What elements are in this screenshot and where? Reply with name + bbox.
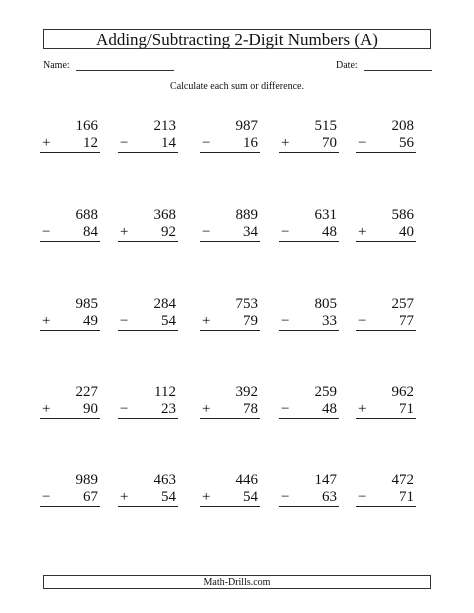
problem [200,384,260,419]
problem-operator: − [42,489,51,505]
problem [200,296,260,331]
problem-top-number: 446 [235,472,258,488]
problem-top-number: 753 [235,296,258,312]
problem-bottom-number: 70 [322,135,337,151]
problem [200,472,260,507]
problem-operator: − [358,489,367,505]
problem-bottom-row [200,313,260,331]
problem-operator: + [202,313,211,329]
problem-bottom-number: 33 [322,313,337,329]
problem-operator: − [281,401,290,417]
problem [356,296,416,331]
problem-bottom-number: 54 [243,489,258,505]
problem [118,384,178,419]
problem-operator: + [120,224,129,240]
problem-bottom-number: 56 [399,135,414,151]
problem-operator: − [120,313,129,329]
problem-top-number: 147 [314,472,337,488]
problem-bottom-row [356,489,416,507]
problem-bottom-number: 16 [243,135,258,151]
problem [356,472,416,507]
problem-bottom-number: 48 [322,401,337,417]
problem-operator: + [202,401,211,417]
problem [40,472,100,507]
problem-bottom-row [200,401,260,419]
problem-operator: − [281,313,290,329]
problem-bottom-row [200,135,260,153]
problem-bottom-number: 90 [83,401,98,417]
problem-top-number: 208 [391,118,414,134]
problem-bottom-row [40,489,100,507]
problem [118,472,178,507]
problem [356,118,416,153]
problem [279,296,339,331]
problem-operator: − [202,224,211,240]
name-label: Name: [43,60,70,71]
problem-top-number: 515 [314,118,337,134]
problem-operator: + [281,135,290,151]
problem-operator: − [202,135,211,151]
problem-bottom-row [118,224,178,242]
problem-bottom-row [356,313,416,331]
problem-bottom-number: 12 [83,135,98,151]
problem-bottom-number: 92 [161,224,176,240]
problem-top-number: 631 [314,207,337,223]
problem-bottom-row [279,401,339,419]
problem-top-number: 368 [153,207,176,223]
problem-bottom-number: 77 [399,313,414,329]
problem-bottom-number: 78 [243,401,258,417]
problem [118,296,178,331]
problem [40,384,100,419]
problem-operator: − [120,401,129,417]
problem-operator: − [120,135,129,151]
problem-top-number: 392 [235,384,258,400]
problem-bottom-row [118,489,178,507]
problem-operator: + [358,224,367,240]
problem-top-number: 586 [391,207,414,223]
problem-top-number: 259 [314,384,337,400]
problem-top-number: 889 [235,207,258,223]
problem-bottom-row [356,401,416,419]
problem-top-number: 805 [314,296,337,312]
problem [40,296,100,331]
problem-top-number: 284 [153,296,176,312]
problem-top-number: 688 [75,207,98,223]
problem-bottom-row [40,313,100,331]
problem [356,207,416,242]
problem-bottom-number: 67 [83,489,98,505]
problem-bottom-number: 49 [83,313,98,329]
problem [356,384,416,419]
problem [279,472,339,507]
problem-bottom-number: 34 [243,224,258,240]
problem-operator: + [42,313,51,329]
problem-bottom-row [118,135,178,153]
problem [118,118,178,153]
problem-top-number: 962 [391,384,414,400]
problem [40,118,100,153]
problem-operator: − [358,313,367,329]
problem-operator: − [281,489,290,505]
problem-operator: + [42,135,51,151]
problem-operator: − [358,135,367,151]
problem-bottom-number: 71 [399,489,414,505]
problem-operator: − [42,224,51,240]
problem [279,384,339,419]
problem-operator: + [202,489,211,505]
problem-bottom-row [200,489,260,507]
problem [279,207,339,242]
problem-bottom-row [279,224,339,242]
problem-bottom-row [279,489,339,507]
problem [200,207,260,242]
problem-bottom-number: 84 [83,224,98,240]
problem-operator: + [42,401,51,417]
problem-bottom-row [40,135,100,153]
problem-top-number: 989 [75,472,98,488]
problem [279,118,339,153]
footer [43,575,431,589]
problem-top-number: 987 [235,118,258,134]
problem-bottom-number: 63 [322,489,337,505]
problem-bottom-row [40,224,100,242]
problem-top-number: 463 [153,472,176,488]
problem-top-number: 257 [391,296,414,312]
problem-bottom-row [118,401,178,419]
problem-bottom-row [200,224,260,242]
problem-bottom-row [118,313,178,331]
problem-top-number: 112 [154,384,176,400]
problem-bottom-number: 79 [243,313,258,329]
problem-operator: − [281,224,290,240]
problem-bottom-number: 71 [399,401,414,417]
problem [40,207,100,242]
problem-bottom-row [279,135,339,153]
problem-operator: + [120,489,129,505]
problem-bottom-number: 14 [161,135,176,151]
problem-bottom-number: 23 [161,401,176,417]
problem-top-number: 213 [153,118,176,134]
problem-bottom-number: 54 [161,489,176,505]
problem [200,118,260,153]
problem-bottom-number: 40 [399,224,414,240]
problem-bottom-row [356,224,416,242]
problem-top-number: 985 [75,296,98,312]
problem-top-number: 166 [75,118,98,134]
problem-bottom-row [279,313,339,331]
problem-bottom-number: 54 [161,313,176,329]
date-label: Date: [336,60,358,71]
problem-bottom-number: 48 [322,224,337,240]
problem-bottom-row [356,135,416,153]
footer-site: Math-Drills.com [203,576,271,588]
instructions: Calculate each sum or difference. [170,81,304,92]
problem-operator: + [358,401,367,417]
problem [118,207,178,242]
problem-top-number: 227 [75,384,98,400]
title-text: Adding/Subtracting 2-Digit Numbers (A) [96,29,378,49]
problem-bottom-row [40,401,100,419]
problem-top-number: 472 [391,472,414,488]
